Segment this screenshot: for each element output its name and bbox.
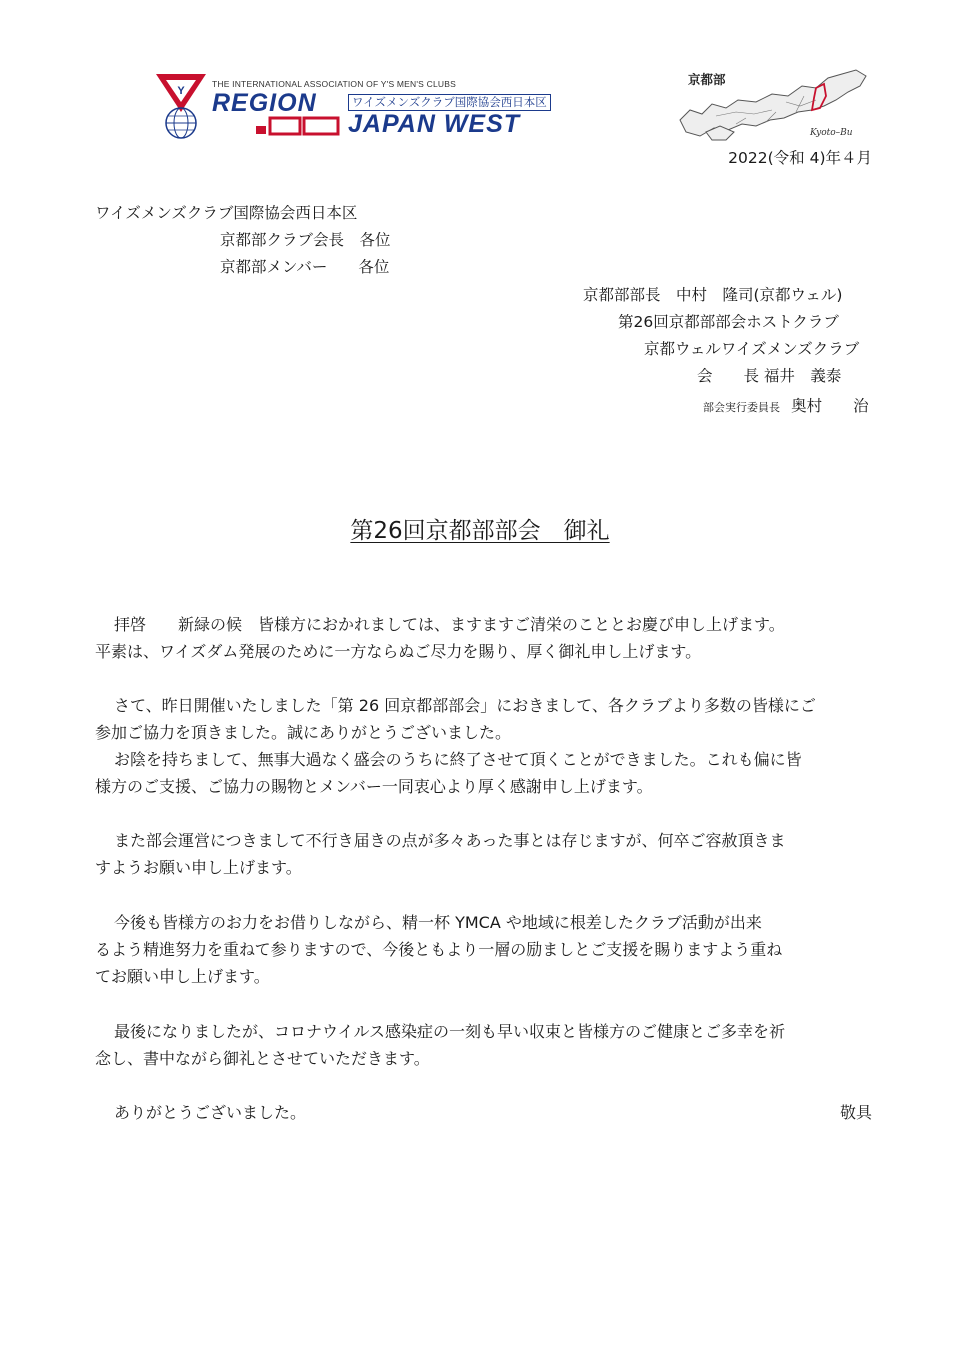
- body-line-3: さて、昨日開催いたしました「第 26 回京都部部会」におきまして、各クラブより多数の皆様にご: [114, 696, 816, 715]
- map-title: 京都部: [688, 72, 726, 87]
- body-line-2: 平素は、ワイズダム発展のために一方ならぬご尽力を賜り、厚く御礼申し上げます。: [95, 642, 702, 661]
- recipient-line-2: 京都部クラブ会長 各位: [220, 231, 391, 249]
- kyoto-bu-map: [676, 66, 872, 144]
- body-line-4: 参加ご協力を頂きました。誠にありがとうございました。: [95, 723, 512, 742]
- body-line-5: お陰を持ちまして、無事大過なく盛会のうちに終了させて頂くことができました。これも偏に皆: [114, 750, 802, 769]
- closing-keigu: 敬具: [839, 1103, 872, 1122]
- logo-region: REGION: [212, 89, 317, 117]
- body-line-9: 今後も皆様方のお力をお借りしながら、精一杯 YMCA や地域に根差したクラブ活動が出来: [114, 913, 762, 932]
- sender-role: 部会実行委員長: [703, 401, 780, 414]
- recipient-line-3: 京都部メンバー 各位: [220, 258, 390, 276]
- body-line-11: てお願い申し上げます。: [95, 967, 270, 986]
- ysmen-region-logo: [152, 72, 562, 142]
- letter-title-text: 第26回京都部部会 御礼: [350, 518, 610, 544]
- logo-tagline: THE INTERNATIONAL ASSOCIATION OF Y'S MEN'S CLUBS: [212, 79, 456, 89]
- letter-date: 2022(令和 4)年４月: [728, 149, 872, 167]
- sender-line-3: 京都ウェルワイズメンズクラブ: [644, 340, 860, 358]
- sender-line-2: 第26回京都部部会ホストクラブ: [618, 313, 839, 331]
- sender-line-5: [703, 396, 869, 415]
- body-line-10: るよう精進努力を重ねて参りますので、今後ともより一層の励ましとご支援を賜りますよう重ね: [95, 940, 783, 959]
- recipient-line-1: ワイズメンズクラブ国際協会西日本区: [95, 204, 358, 222]
- body-line-7: また部会運営につきまして不行き届きの点が多々あった事とは存じますが、何卒ご容赦頂きま: [114, 831, 786, 850]
- sender-name: 奥村 治: [791, 397, 869, 415]
- svg-text:Y: Y: [177, 85, 185, 97]
- body-line-12: 最後になりましたが、コロナウイルス感染症の一刻も早い収束と皆様方のご健康とご多幸を祈: [114, 1022, 786, 1041]
- logo-decoration-icon: [256, 114, 346, 136]
- closing-thanks: ありがとうございました。: [114, 1103, 307, 1122]
- body-line-13: 念し、書中ながら御礼とさせていただきます。: [95, 1049, 430, 1068]
- logo-japan-west: JAPAN WEST: [348, 110, 521, 138]
- body-line-1: 拝啓 新緑の候 皆様方におかれましては、ますますご清栄のこととお慶び申し上げます。: [114, 615, 785, 634]
- letter-title: [0, 512, 960, 545]
- body-line-8: すようお願い申し上げます。: [95, 858, 302, 877]
- sender-line-4: 会 長 福井 義泰: [697, 367, 842, 385]
- ysmen-emblem-icon: [152, 72, 210, 140]
- map-caption: Kyoto–Bu: [810, 128, 853, 138]
- body-line-6: 様方のご支援、ご協力の賜物とメンバー一同衷心より厚く感謝申し上げます。: [95, 777, 653, 796]
- sender-line-1: 京都部部長 中村 隆司(京都ウェル): [583, 286, 843, 304]
- logo-jp-name: ワイズメンズクラブ国際協会西日本区: [348, 94, 551, 111]
